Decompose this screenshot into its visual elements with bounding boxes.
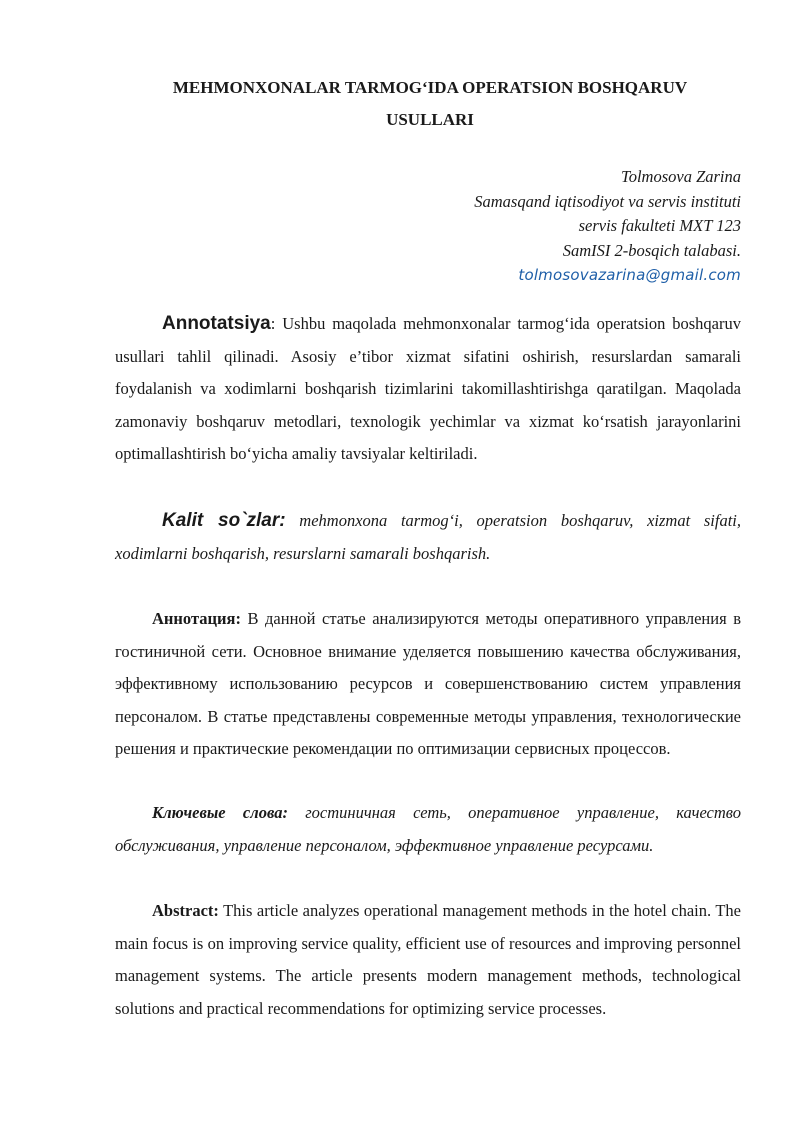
abstract-en-label: Abstract: <box>152 901 219 920</box>
keywords-uz-text: mehmonxona tarmog‘i, operatsion boshqaruv, xizmat sifati, xodimlarni boshqarish, resurslarni samarali boshqarish. <box>115 511 741 563</box>
author-status: SamISI 2-bosqich talabasi. <box>562 240 741 260</box>
author-block <box>474 165 741 288</box>
paper-title <box>100 72 760 136</box>
keywords-uz <box>115 505 741 570</box>
keywords-ru <box>115 797 741 862</box>
author-email-link[interactable]: tolmosovazarina@gmail.com <box>518 266 741 284</box>
keywords-ru-text: гостиничная сеть, оперативное управление, качество обслуживания, управление персоналом, эффективное управление ресурсами. <box>115 803 741 855</box>
annotation-ru <box>115 603 741 766</box>
author-faculty: servis fakulteti MXT 123 <box>578 216 741 235</box>
author-name: Tolmosova Zarina <box>621 167 741 186</box>
annotation-uz-label: Annotatsiya <box>162 313 271 334</box>
annotation-ru-text: В данной статье анализируются методы оперативного управления в гостиничной сети. Основное внимание уделяется повышению качества обслуживания, эффективному использованию ресурсов и совершенствованию систем управления персоналом. В статье представлены современные методы управления, технологические решения и практические рекомендации по оптимизации сервисных процессов. <box>115 609 741 758</box>
annotation-uz-colon: : <box>270 314 276 333</box>
annotation-ru-label: Аннотация: <box>152 609 241 628</box>
title-line-1: MEHMONXONALAR TARMOG‘IDA OPERATSION BOSHQARUV <box>172 78 688 97</box>
annotation-uz <box>115 308 741 471</box>
abstract-en-text: This article analyzes operational management methods in the hotel chain. The main focus is on improving service quality, efficient use of resources and improving personnel management systems. The article presents modern management methods, technological solutions and practical recommendations for optimizing service processes. <box>115 901 741 1018</box>
keywords-ru-label: Ключевые слова: <box>152 803 288 822</box>
annotation-uz-text: Ushbu maqolada mehmonxonalar tarmog‘ida operatsion boshqaruv usullari tahlil qilinadi. Asosiy e’tibor xizmat sifatini oshirish, resurslardan samarali foydalanish va xodimlarni boshqarish tizimlarini takomillashtirishga qaratilgan. Maqolada zamonaviy boshqaruv metodlari, texnologik yechimlar va xizmat ko‘rsatish jarayonlarini optimallashtirish bo‘yicha amaliy tavsiyalar keltiriladi. <box>115 314 741 463</box>
abstract-en <box>115 895 741 1025</box>
title-line-2: USULLARI <box>386 110 474 129</box>
author-institute: Samasqand iqtisodiyot va servis instituti <box>474 191 741 211</box>
keywords-uz-label: Kalit so`zlar: <box>162 510 286 531</box>
